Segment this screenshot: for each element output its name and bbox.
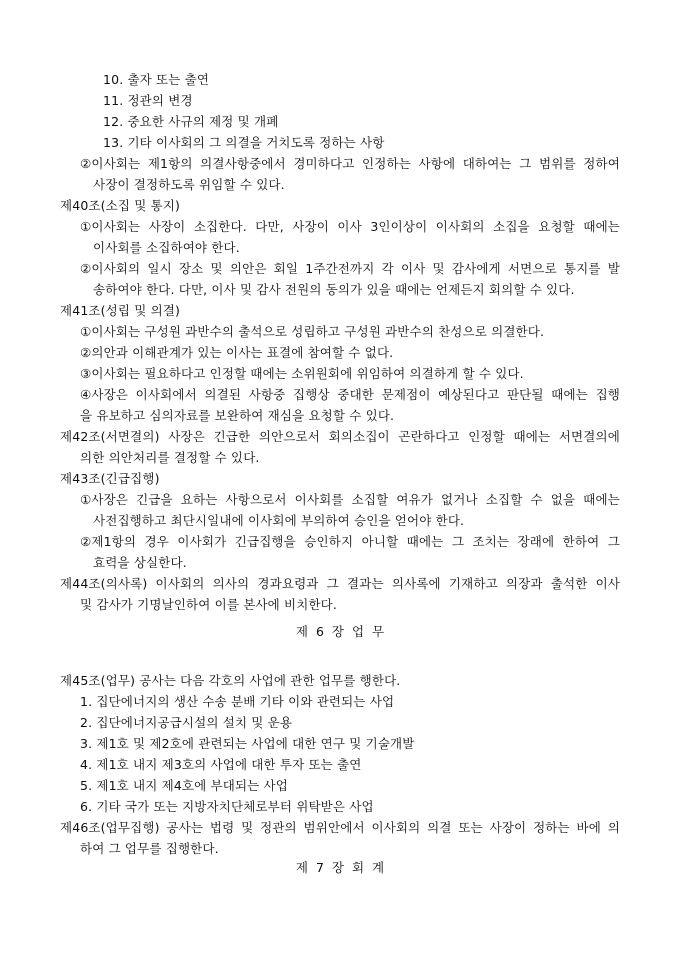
text-line: 및 감사가 기명날인하여 이를 본사에 비치한다.	[80, 597, 338, 612]
text-line: 제46조(업무집행) 공사는 법령 및 정관의 범위안에서 이사회의 의결 또는 사장이 정하는 바에 의	[60, 820, 620, 835]
chapter-heading: 제 7 장 회 계	[295, 860, 385, 875]
text-line: ②의안과 이해관계가 있는 이사는 표결에 참여할 수 없다.	[80, 345, 394, 360]
text-line: ③이사회는 필요하다고 인정할 때에는 소위원회에 위임하여 의결하게 할 수 있다.	[80, 366, 524, 381]
text-line: 5. 제1호 내지 제4호에 부대되는 사업	[80, 778, 288, 793]
text-line: 1. 집단에너지의 생산 수송 분배 기타 이와 관련되는 사업	[80, 694, 395, 709]
text-line: 2. 집단에너지공급시설의 설치 및 운용	[80, 715, 293, 730]
text-line: ②제1항의 경우 이사회가 긴급집행을 승인하지 아니할 때에는 그 조치는 장래에 한하여 그	[80, 534, 620, 549]
text-line: 사장이 결정하도록 위임할 수 있다.	[93, 177, 285, 192]
text-line: 이사회를 소집하여야 한다.	[93, 240, 240, 255]
text-line: ②이사회의 일시 장소 및 의안은 회일 1주간전까지 각 이사 및 감사에게 서면으로 통지를 발	[80, 261, 620, 276]
text-line: 의한 의안처리를 결정할 수 있다.	[80, 450, 260, 465]
text-line: 하여 그 업무를 집행한다.	[80, 841, 219, 856]
text-line: ①이사회는 사장이 소집한다. 다만, 사장이 이사 3인이상이 이사회의 소집을 요청할 때에는	[80, 219, 621, 234]
text-line: 12. 중요한 사규의 제정 및 개폐	[103, 114, 279, 129]
text-line: ①사장은 긴급을 요하는 사항으로서 이사회를 소집할 여유가 없거나 소집할 수 없을 때에는	[80, 492, 620, 507]
text-line: 13. 기타 이사회의 그 의결을 거치도록 정하는 사항	[103, 135, 385, 150]
text-line: 효력을 상실한다.	[93, 555, 187, 570]
text-line: ①이사회는 구성원 과반수의 출석으로 성립하고 구성원 과반수의 찬성으로 의결한다.	[80, 324, 545, 339]
text-line: 11. 정관의 변경	[103, 93, 193, 108]
text-line: 제45조(업무) 공사는 다음 각호의 사업에 관한 업무를 행한다.	[60, 673, 401, 688]
text-line: 제40조(소집 및 통지)	[60, 198, 181, 213]
text-line: 을 유보하고 심의자료를 보완하여 재심을 요청할 수 있다.	[80, 408, 395, 423]
text-line: 제44조(의사록) 이사회의 의사의 경과요령과 그 결과는 의사록에 기재하고 의장과 출석한 이사	[60, 576, 621, 591]
text-line: ②이사회는 제1항의 의결사항중에서 경미하다고 인정하는 사항에 대하여는 그 범위를 정하여	[80, 156, 620, 171]
text-line: ④사장은 이사회에서 의결된 사항중 집행상 중대한 문제점이 예상된다고 판단될 때에는 집행	[80, 387, 621, 402]
text-line: 제42조(서면결의) 사장은 긴급한 의안으로서 회의소집이 곤란하다고 인정할 때에는 서면결의에	[60, 429, 620, 444]
text-line: 3. 제1호 및 제2호에 관련되는 사업에 대한 연구 및 기술개발	[80, 736, 415, 751]
text-line: 4. 제1호 내지 제3호의 사업에 대한 투자 또는 출연	[80, 757, 362, 772]
text-line: 10. 출자 또는 출연	[103, 72, 210, 87]
text-line: 6. 기타 국가 또는 지방자치단체로부터 위탁받은 사업	[80, 799, 374, 814]
text-line: 사전집행하고 최단시일내에 이사회에 부의하여 승인을 얻어야 한다.	[93, 513, 465, 528]
text-line: 제43조(긴급집행)	[60, 471, 160, 486]
chapter-heading: 제 6 장 업 무	[295, 624, 385, 639]
text-line: 제41조(성립 및 의결)	[60, 303, 181, 318]
text-line: 송하여야 한다. 다만, 이사 및 감사 전원의 동의가 있을 때에는 언제든지 회의할 수 있다.	[93, 282, 575, 297]
